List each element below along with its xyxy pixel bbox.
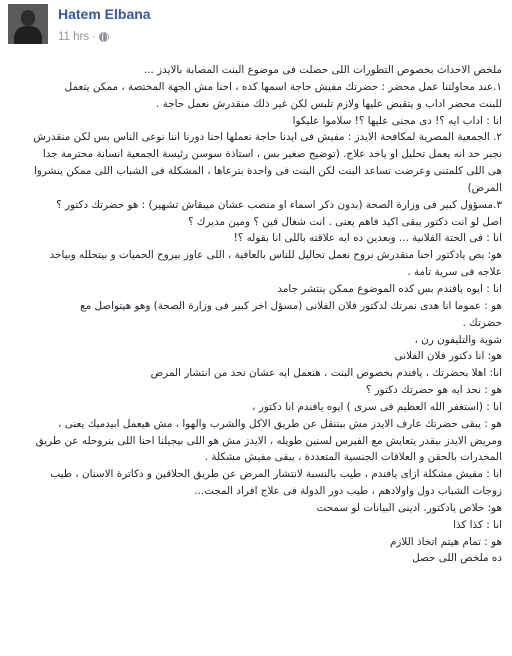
avatar-head	[21, 10, 35, 26]
post-text-line: ٣.مسؤول كبير فى وزارة الصحة (بدون ذكر اسماء او منصب عشان ميبقاش تشهير) : هو حضرتك دكتور ؟	[56, 198, 502, 211]
post-text-line: شوية والتليفون رن ،	[414, 333, 502, 346]
post-text-line: ده ملخص اللى حصل	[412, 552, 502, 565]
post-text-line: نجبر حد انه يعمل تحليل او ياخد علاج. (توضيح صغير بس ، استاذة سوسن رئيسة الجمعية انسانة محترمة جدا	[42, 148, 502, 161]
post-text-line: هو : تمام هيتم اتخاذ اللازم	[389, 535, 502, 548]
post-text-line: اصل لو انت دكتور يبقى اكيد فاهم يعنى . انت شغال فين ؟ ومين مديرك ؟	[188, 215, 502, 228]
post-text-line: ١.عند محاولتنا عمل محضر : حضرتك مفيش حاجة اسمها كده ، احنا مش الجهة المختصة ، ممكن يتعمل	[64, 80, 502, 93]
post-meta	[58, 31, 109, 43]
post-text-line: علاجه فى سرية تامة .	[407, 266, 502, 279]
post-text-line: المرض)	[467, 181, 502, 194]
post-text-line: انا : مفيش مشكلة ازاى يافندم ، طيب بالنسبة لانتشار المرض عن طريق الحلاقين و دكاترة الاسنان ، طيب	[50, 468, 502, 481]
post-text-line: زوجات الشباب دول واولادهم ، طيب دور الدولة فى علاج افراد المجت...	[194, 485, 502, 498]
post-text-line: هى اللى كلمتنى وعرضت تساعد البنت لكن البنت فى واحدة بترعاها ، المشكلة فى الشباب اللى ممكن ينشروا	[34, 165, 502, 178]
post-text-line: للبنت محضر اداب و يتقبض عليها ولازم تلبس لكن غير ذلك منقدرش نعمل حاجة .	[156, 97, 502, 110]
globe-icon[interactable]	[99, 32, 109, 42]
post-text-line: انا : فى الحتة الفلانية ... وبعدين ده ايه علاقته باللى انا بقوله ؟!	[233, 232, 502, 245]
post-text-line: انا: اهلا بحضرتك ، يافندم بخصوص البنت ، هنعمل ايه عشان نحد من انتشار المرض	[150, 367, 502, 380]
post-text-line: هو: بص يادكتور احنا منقدرش نروح نعمل تحاليل للناس بالعافية ، اللى عاوز بيروح الحميات و بيتحلله وبياخد	[49, 249, 502, 262]
post-text-line: انا : اداب ايه ؟! دى مجنى عليها ؟! سلاموا عليكوا	[292, 114, 502, 127]
post-timestamp[interactable]: 11 hrs	[58, 31, 90, 43]
post-text-line: هو: خلاص يادكتور. ادينى البيانات لو سمحت	[316, 501, 502, 514]
post-text-line: حضرتك .	[462, 316, 502, 329]
post-text-line: انا : (استغفر الله العظيم فى سرى ) ايوه يافندم انا دكتور ،	[252, 400, 502, 413]
post-text-line: انا : ايوه يافندم بس كده الموضوع ممكن ينتشر جامد	[277, 282, 502, 295]
meta-separator: ·	[92, 31, 96, 43]
post-text-line: هو : يبقى حضرتك عارف الايدز مش بيتنقل عن طريق الاكل والشرب والهوا ، مش هيعمل ابيدميك يعنى ،	[58, 417, 502, 430]
post-text-line: ملخص الاحداث بخصوص التطورات اللى حصلت فى موضوع البنت المصابة بالايدز ...	[143, 64, 502, 76]
post-text-line: هو: انا دكتور فلان الفلانى	[394, 350, 502, 363]
post-text-line: ومريض الايدز بيقدر يتعايش مع الفيرس لسنين طويله ، الايدز مش هو اللى بيجيلنا احنا اللى بنروحله عن طريق	[35, 434, 502, 447]
post-text-line: ٢. الجمعية المصرية لمكافحة الايدز : مفيش فى ايدنا حاجة نعملها احنا دورنا اننا نوعى الناس بس لكن منقدرش	[33, 131, 502, 144]
post-header	[0, 0, 512, 56]
post-text-line: انا : كذا كذا	[453, 518, 502, 531]
post-text-line: هو : نحد ايه هو حضرتك دكتور ؟	[365, 384, 502, 397]
post-text-line: هو : عموما انا هدى نمرتك لدكتور فلان الفلانى (مسؤل اخر كبير فى وزارة الصحة) وهو هيتواصل مع	[80, 299, 502, 312]
avatar-body	[14, 26, 42, 44]
post-text-line: المخدرات بالحقن و العلاقات الجنسية المتعددة ، يبقى مفيش مشكلة .	[204, 451, 502, 464]
author-name-link[interactable]: Hatem Elbana	[58, 6, 151, 22]
post-text	[8, 62, 502, 567]
avatar[interactable]	[8, 4, 48, 44]
